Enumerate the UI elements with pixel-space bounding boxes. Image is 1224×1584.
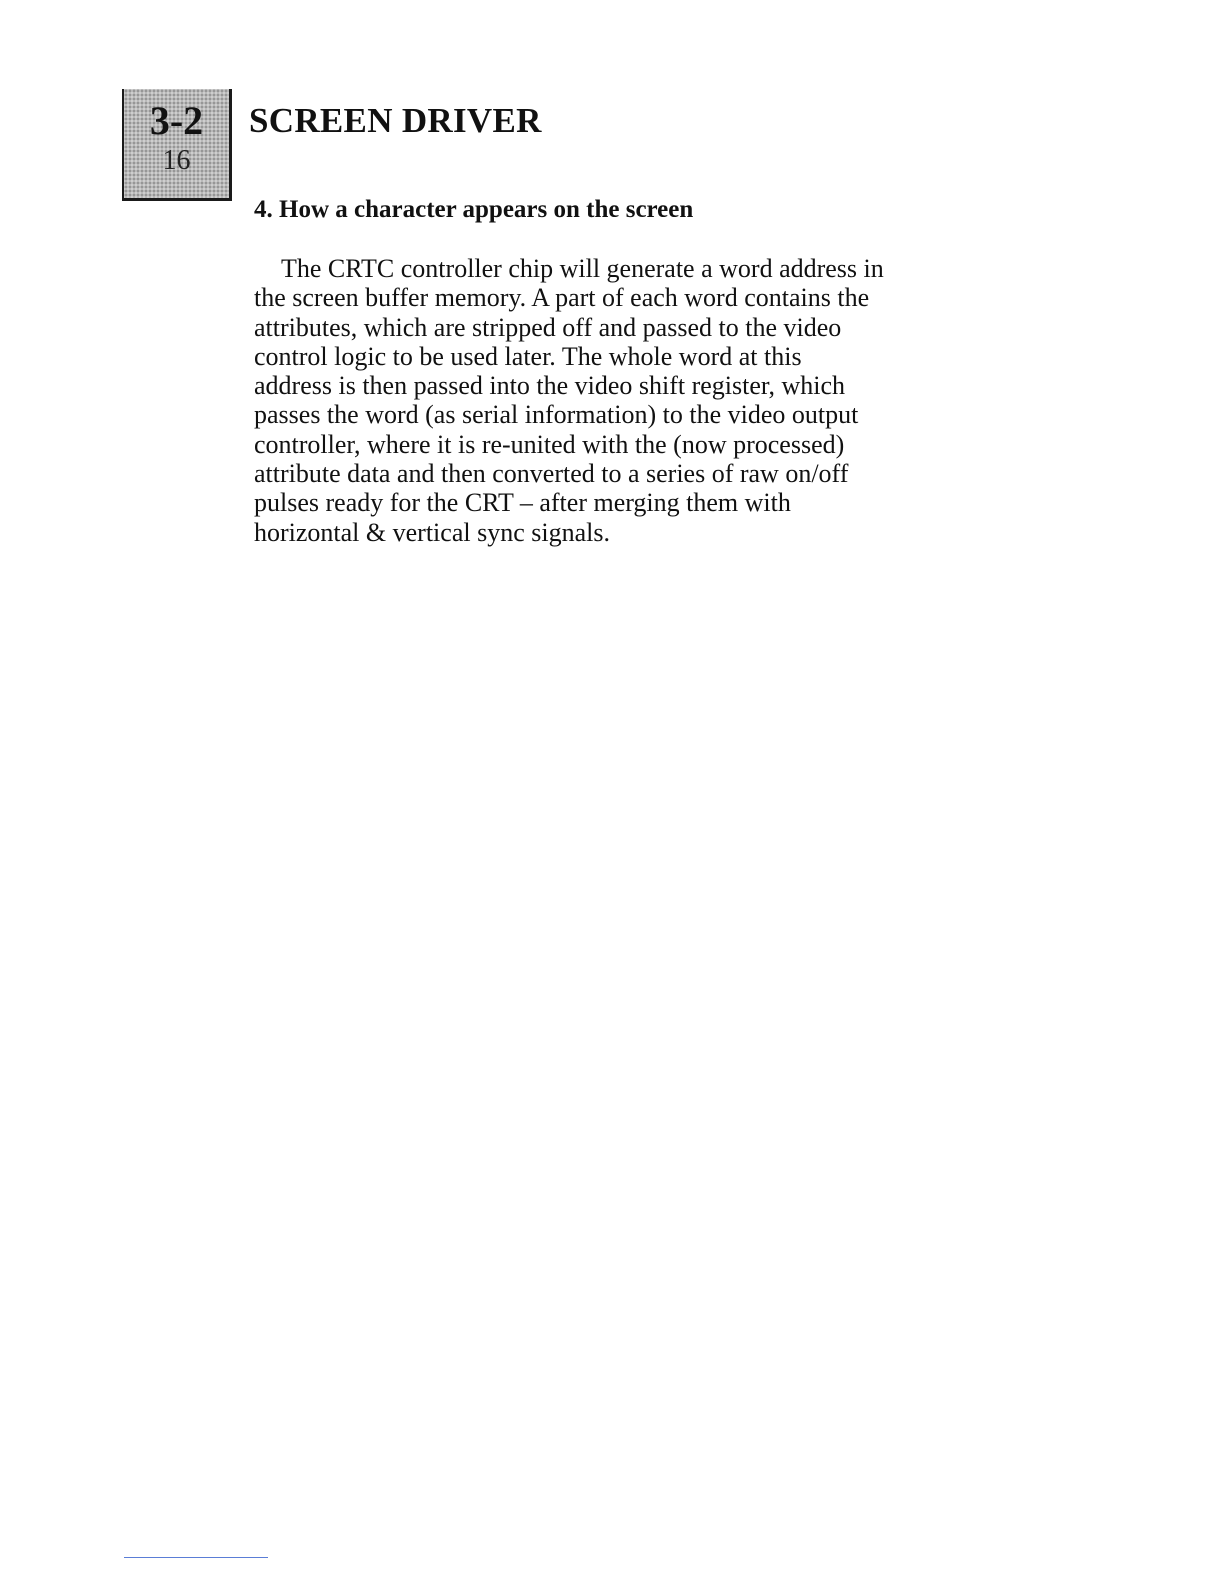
body-line: controller, where it is re-united with the (now processed) bbox=[254, 429, 845, 459]
body-line: passes the word (as serial information) to the video output bbox=[254, 400, 859, 430]
chapter-title: SCREEN DRIVER bbox=[249, 101, 542, 140]
body-paragraph bbox=[254, 254, 1014, 547]
body-line: horizontal & vertical sync signals. bbox=[254, 517, 610, 547]
footer-rule bbox=[124, 1557, 268, 1558]
section-number: 3-2 bbox=[149, 98, 204, 143]
section-tab bbox=[122, 89, 232, 201]
body-line: control logic to be used later. The whole word at this bbox=[254, 341, 802, 371]
body-line: address is then passed into the video shift register, which bbox=[254, 371, 846, 401]
body-line: the screen buffer memory. A part of each word contains the bbox=[254, 283, 870, 313]
body-line: pulses ready for the CRT – after merging them with bbox=[254, 488, 791, 518]
page-number: 16 bbox=[162, 145, 191, 176]
body-line: The CRTC controller chip will generate a word address in bbox=[281, 254, 884, 283]
section-heading: 4. How a character appears on the screen bbox=[254, 196, 694, 223]
body-line: attribute data and then converted to a series of raw on/off bbox=[254, 459, 849, 489]
body-line: attributes, which are stripped off and passed to the video bbox=[254, 312, 842, 342]
